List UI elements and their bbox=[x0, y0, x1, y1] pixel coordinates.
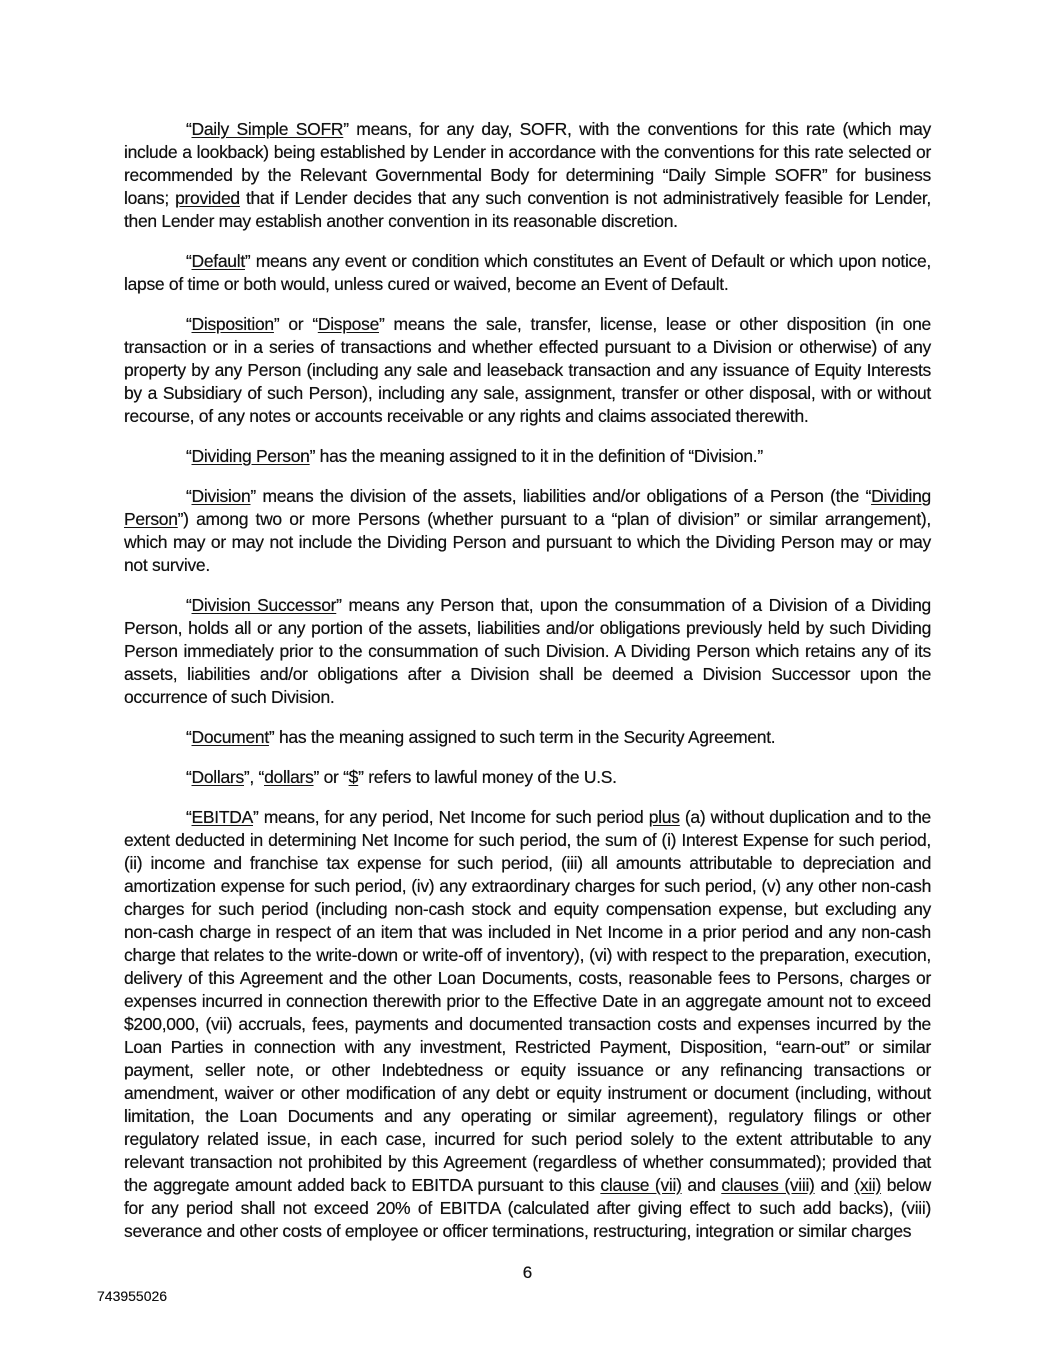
definition-disposition bbox=[124, 313, 931, 428]
defined-term: dollars bbox=[264, 767, 314, 787]
defined-term: Dividing Person bbox=[191, 446, 310, 466]
text-run: “ bbox=[186, 807, 192, 827]
text-run: (a) without duplication and to the extent deducted in determining Net Income for such period, the sum of (i) Interest Expense for such period, (ii) income and franchise tax expense for such period, (iii) all amounts attributable to depreciation and amortization expense for such period, (iv) any extraordinary charges for such period, (v) any other non-cash charges for such period (including non-cash stock and equity compensation expense, but excluding any non-cash charge in respect of an item that was included in Net Income in a prior period and any non-cash charge that relates to the write-down or write-off of inventory), (vi) with respect to the preparation, execution, delivery of this Agreement and the other Loan Documents, costs, reasonable fees to Persons, charges or expenses incurred in connection therewith prior to the Effective Date in an aggregate amount not to exceed $200,000, (vii) accruals, fees, payments and documented transaction costs and expenses incurred by the Loan Parties in connection with any investment, Restricted Payment, Disposition, “earn-out” or similar payment, seller note, or other Indebtedness or equity issuance or any refinancing transactions or amendment, waiver or other modification of any debt or equity instrument or document (including, without limitation, the Loan Documents and any operating or similar agreement), regulatory filings or other regulatory related issue, in each case, incurred for such period solely to the extent attributable to any relevant transaction not prohibited by this Agreement (regardless of whether consummated); provided that the aggregate amount added back to EBITDA pursuant to this bbox=[124, 807, 931, 1195]
text-run: ” means, for any period, Net Income for such period bbox=[252, 807, 649, 827]
text-run: that if Lender decides that any such convention is not administratively feasible for Lender, then Lender may establish another convention in its reasonable discretion. bbox=[124, 188, 931, 231]
defined-term: clause (vii) bbox=[600, 1175, 682, 1195]
text-run: “ bbox=[186, 314, 192, 334]
defined-term: Division Successor bbox=[191, 595, 337, 615]
text-run: “ bbox=[186, 446, 192, 466]
text-run: “ bbox=[186, 119, 192, 139]
text-run: ” has the meaning assigned to such term in the Security Agreement. bbox=[268, 727, 776, 747]
text-run: ”) among two or more Persons (whether pursuant to a “plan of division” or similar arrangement), which may or may not include the Dividing Person and pursuant to which the Dividing Person may or may not survive. bbox=[124, 509, 931, 575]
document-id-stamp: 743955026 bbox=[97, 1288, 168, 1304]
defined-term: Document bbox=[191, 727, 269, 747]
defined-term: Dollars bbox=[191, 767, 244, 787]
text-run: “ bbox=[186, 767, 192, 787]
definition-dollars bbox=[124, 766, 931, 789]
text-run: ” means the division of the assets, liabilities and/or obligations of a Person (the “ bbox=[250, 486, 872, 506]
defined-term: clauses (viii) bbox=[721, 1175, 815, 1195]
defined-term: Dividing Person bbox=[124, 486, 931, 529]
defined-term: plus bbox=[648, 807, 680, 827]
text-run: ” means any Person that, upon the consummation of a Division of a Dividing Person, holds all or any portion of the assets, liabilities and/or obligations previously held by such Dividing Person immediately prior to the consummation of such Division. A Dividing Person which retains any of its assets, liabilities and/or obligations after a Division shall be deemed a Division Successor upon the occurrence of such Division. bbox=[124, 595, 931, 707]
page-number: 6 bbox=[522, 1263, 533, 1282]
definition-ebitda bbox=[124, 806, 931, 1243]
text-run: ” or “ bbox=[273, 314, 318, 334]
text-run: ” has the meaning assigned to it in the definition of “Division.” bbox=[309, 446, 763, 466]
text-run: and bbox=[814, 1175, 855, 1195]
defined-term: (xii) bbox=[854, 1175, 882, 1195]
definition-default bbox=[124, 250, 931, 296]
text-run: and bbox=[681, 1175, 722, 1195]
text-run: ” means, for any day, SOFR, with the conventions for this rate (which may include a lookback) being established by Lender in accordance with the conventions for this rate selected or recommended by the Relevant Governmental Body for determining “Daily Simple SOFR” for business loans; bbox=[124, 119, 932, 208]
defined-term: EBITDA bbox=[191, 807, 253, 827]
document-body bbox=[124, 118, 931, 1243]
definition-document bbox=[124, 726, 931, 749]
defined-term: Default bbox=[191, 251, 245, 271]
defined-term: Division bbox=[191, 486, 251, 506]
defined-term: $ bbox=[348, 767, 359, 787]
text-run: ” means any event or condition which constitutes an Event of Default or which upon notice, lapse of time or both would, unless cured or waived, become an Event of Default. bbox=[124, 251, 931, 294]
defined-term: Daily Simple SOFR bbox=[191, 119, 344, 139]
definition-daily-simple-sofr bbox=[124, 118, 931, 233]
defined-term: Dispose bbox=[317, 314, 379, 334]
text-run: below for any period shall not exceed 20% of EBITDA (calculated after giving effect to such add backs), (viii) severance and other costs of employee or officer terminations, restructuring, integration or similar charges bbox=[124, 1175, 931, 1241]
defined-term: provided bbox=[175, 188, 240, 208]
text-run: ”, “ bbox=[243, 767, 265, 787]
text-run: “ bbox=[186, 727, 192, 747]
text-run: “ bbox=[186, 486, 192, 506]
definition-division-successor bbox=[124, 594, 931, 709]
text-run: ” means the sale, transfer, license, lease or other disposition (in one transaction or in a series of transactions and whether effected pursuant to a Division or otherwise) of any property by any Person (including any sale and leaseback transaction and any issuance of Equity Interests by a Subsidiary of such Person), including any sale, assignment, transfer or other disposal, with or without recourse, of any notes or accounts receivable or any rights and claims associated therewith. bbox=[124, 314, 931, 426]
text-run: “ bbox=[186, 595, 192, 615]
definition-division bbox=[124, 485, 931, 577]
text-run: ” or “ bbox=[313, 767, 349, 787]
text-run: ” refers to lawful money of the U.S. bbox=[358, 767, 617, 787]
defined-term: Disposition bbox=[191, 314, 274, 334]
definition-dividing-person bbox=[124, 445, 931, 468]
text-run: “ bbox=[186, 251, 192, 271]
